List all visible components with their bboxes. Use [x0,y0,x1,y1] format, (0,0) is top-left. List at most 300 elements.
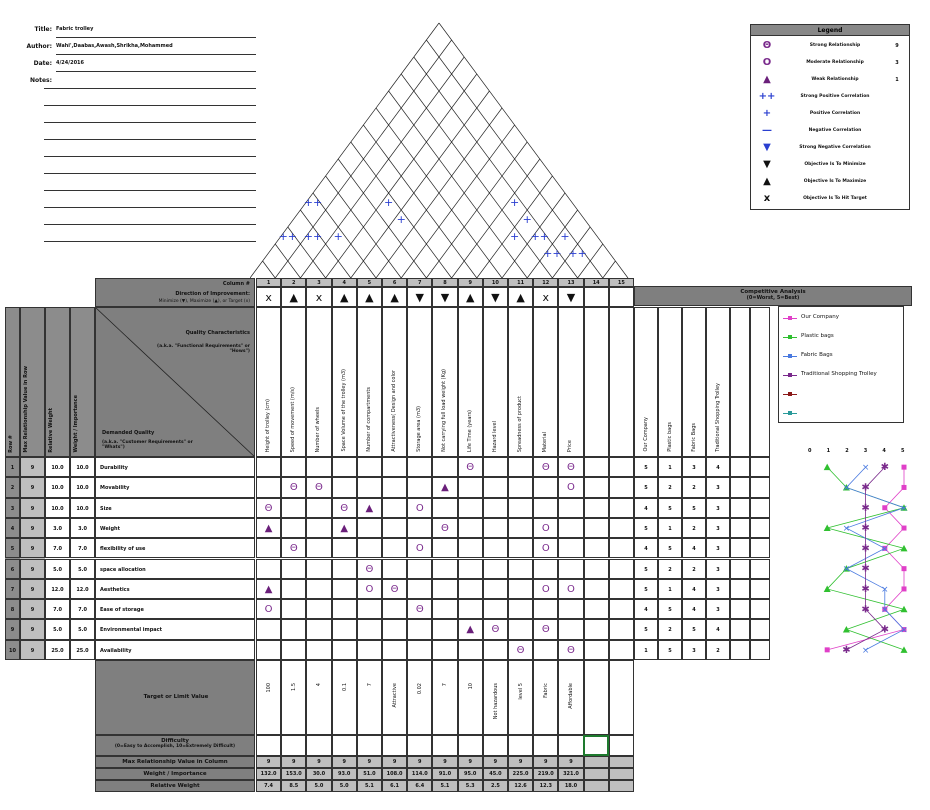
relationship-cell: O [407,538,432,558]
competitive-value: 3 [706,599,730,619]
relationship-cell [508,579,533,599]
direction-cell [584,287,609,307]
difficulty-cell [407,735,432,756]
roof-symbol: + [383,196,394,209]
characteristic-label: Price [567,439,574,452]
competitive-value: 4 [706,619,730,639]
competitive-value: 4 [634,599,658,619]
notes-line [44,207,256,208]
chart-legend-label: Traditional Shopping Trolley [801,371,877,377]
relationship-cell [357,518,382,538]
target-value-cell [508,660,533,735]
relationship-cell [432,559,457,579]
difficulty-cell [483,735,508,756]
relationship-cell: Θ [432,518,457,538]
competitive-value: 5 [634,518,658,538]
competitive-empty [750,538,770,558]
summary-value [584,768,609,780]
row-max-relationship: 9 [20,457,45,477]
relationship-cell [609,477,634,497]
characteristic-label: Height of trolley (cm) [265,398,271,452]
relationship-cell [332,559,357,579]
characteristic-header [332,307,357,457]
competitive-empty [750,457,770,477]
relationship-cell [281,498,306,518]
relationship-cell [458,538,483,558]
axis-tick-label: 1 [826,448,831,454]
roof-line [401,125,514,278]
summary-value: 9 [382,756,407,768]
summary-value: 95.0 [458,768,483,780]
selected-cell[interactable] [583,735,609,756]
summary-value: 9 [306,756,331,768]
demanded-quality-name: Durability [95,457,255,477]
relationship-cell [281,579,306,599]
relationship-cell: Θ [281,538,306,558]
relationship-cell: ▲ [256,579,281,599]
relationship-cell [508,477,533,497]
roof-symbol: + [560,230,570,243]
notes-line [44,241,256,242]
summary-value [584,780,609,792]
competitive-empty [750,559,770,579]
direction-cell: ▲ [458,287,483,307]
legend-row [751,191,909,207]
legend-symbol: ▼ [763,159,771,170]
row-number: 8 [5,599,20,619]
competitive-value: 3 [682,640,706,660]
relationship-cell: Θ [357,559,382,579]
chart-legend-marker [788,392,792,396]
summary-value [609,756,634,768]
roof-line [603,261,616,278]
roof-line [351,91,490,278]
direction-cell: ▲ [508,287,533,307]
relationship-cell [281,559,306,579]
header-underline [56,37,256,38]
column-number: 12 [533,278,558,287]
summary-value: 5.3 [458,780,483,792]
data-point: × [842,564,851,575]
relationship-cell: O [357,579,382,599]
legend-item-name: Strong Relationship [809,43,861,48]
competitive-value: 4 [682,579,706,599]
direction-sub: Minimize (▼), Maximize (▲), or Target (x) [158,299,250,304]
legend-item-name: Weak Relationship [811,77,859,82]
legend-symbol: x [763,193,771,204]
target-value: level 5 [518,683,524,700]
relationship-cell [483,579,508,599]
relationship-cell [483,640,508,660]
roof-line [313,193,376,278]
summary-value: 9 [332,756,357,768]
direction-cell: ▼ [432,287,457,307]
relationship-cell: ▲ [256,518,281,538]
target-value: 7 [366,683,373,687]
competitive-value: 5 [658,599,682,619]
title-value: Fabric trolley [56,26,94,32]
demanded-sub: (a.k.a. "Customer Requirements" or "Whats") [102,440,193,450]
direction-cell: x [306,287,331,307]
header-underline [56,71,256,72]
relationship-cell: O [533,538,558,558]
data-point: ✱ [842,644,851,656]
relationship-cell [609,457,634,477]
column-number: 14 [584,278,609,287]
summary-value: 12.3 [533,780,558,792]
target-value-cell [609,660,634,735]
legend-item-name: Objective Is To Maximize [803,179,867,184]
correlation-roof [250,20,640,285]
row-weight: 25.0 [70,640,95,660]
characteristic-header [508,307,533,457]
relationship-cell: ▲ [357,498,382,518]
row-weight: 5.0 [70,619,95,639]
date-label: Date: [33,60,52,67]
roof-symbol: ++ [278,230,298,243]
chart-legend-item [783,313,901,325]
relationship-cell: O [558,477,583,497]
legend-symbol: Θ [762,40,772,51]
competitive-empty [730,599,750,619]
axis-tick-label: 3 [863,448,868,454]
column-number: 8 [432,278,457,287]
target-value: 10 [467,683,474,690]
demanded-quality-name: Movability [95,477,255,497]
relationship-cell [609,619,634,639]
notes-line [44,190,256,191]
characteristic-header [483,307,508,457]
relationship-cell [306,518,331,538]
relationship-cell [609,599,634,619]
legend-symbol: ++ [758,91,776,102]
characteristic-header [382,307,407,457]
chart-legend-marker [788,354,792,358]
column-header-label-block [95,278,255,307]
row-number: 2 [5,477,20,497]
direction-cell [609,287,634,307]
axis-tick-label: 4 [882,448,886,454]
competitive-empty [750,599,770,619]
relationship-cell [407,579,432,599]
row-max-relationship: 9 [20,640,45,660]
relationship-cell: Θ [533,619,558,639]
legend-row [751,123,909,139]
summary-value: 93.0 [332,768,357,780]
target-value-cell [432,660,457,735]
side-header [20,307,45,457]
relationship-cell [584,599,609,619]
competitor-header-empty [730,307,750,457]
data-point: × [881,605,889,616]
summary-value: 9 [458,756,483,768]
roof-line [338,159,426,278]
difficulty-cell [533,735,558,756]
row-weight: 5.0 [70,559,95,579]
roof-symbol: ++ [303,196,323,209]
legend-item-name: Negative Correlation [808,128,862,133]
legend-item-name: Strong Positive Correlation [800,94,870,99]
competitive-value: 3 [682,457,706,477]
target-value: Not hazardous [492,683,499,720]
data-point: ✱ [861,543,870,555]
relationship-cell [357,599,382,619]
legend-item-value: 3 [895,60,899,66]
relationship-cell [357,640,382,660]
relationship-cell [407,559,432,579]
summary-value: 321.0 [558,768,583,780]
competitive-value: 2 [706,640,730,660]
relationship-cell [332,477,357,497]
row-relative-weight: 3.0 [45,518,70,538]
header-underline [56,54,256,55]
relationship-cell [382,538,407,558]
characteristic-header [558,307,583,457]
relationship-cell [332,619,357,639]
relationship-cell [609,640,634,660]
relationship-cell [432,599,457,619]
relationship-cell [584,477,609,497]
notes-line [44,139,256,140]
difficulty-cell [609,735,634,756]
relationship-cell [508,599,533,619]
row-weight: 12.0 [70,579,95,599]
side-header-label: Max Relationship Value in Row [23,366,29,453]
summary-value: 5.1 [432,780,457,792]
data-point [902,485,907,490]
summary-value: 9 [558,756,583,768]
relationship-cell [508,518,533,538]
relationship-cell: Θ [407,599,432,619]
chart-legend-label: Our Company [801,314,839,320]
competitive-value: 4 [634,498,658,518]
column-number: 9 [458,278,483,287]
legend-item-name: Objective Is To Hit Target [803,196,867,201]
legend-row [751,140,909,156]
relationship-cell [382,518,407,538]
difficulty-label-cell [95,735,255,756]
legend-symbol: ▼ [763,142,771,153]
row-max-relationship: 9 [20,579,45,599]
target-value: 0.1 [341,683,348,691]
roof-symbol: + [333,230,343,243]
competitive-value: 2 [682,477,706,497]
competitive-value: 5 [658,498,682,518]
relationship-cell: Θ [558,457,583,477]
legend-row [751,38,909,54]
relationship-cell [281,640,306,660]
roof-line [300,57,464,278]
relationship-cell [508,538,533,558]
row-max-relationship: 9 [20,538,45,558]
relationship-cell [306,457,331,477]
competitive-empty [730,477,750,497]
column-number: 6 [382,278,407,287]
roof-symbol: + [509,196,520,209]
row-relative-weight: 10.0 [45,498,70,518]
relationship-cell [407,619,432,639]
competitive-value: 5 [682,498,706,518]
target-value-cell [558,660,583,735]
characteristic-label: Number of wheels [315,406,322,452]
data-point [824,464,831,471]
row-number: 9 [5,619,20,639]
row-relative-weight: 12.0 [45,579,70,599]
row-weight: 10.0 [70,457,95,477]
column-number: 10 [483,278,508,287]
relationship-cell [584,518,609,538]
summary-value: 45.0 [483,768,508,780]
relationship-cell [306,559,331,579]
row-weight: 7.0 [70,599,95,619]
competitive-value: 5 [658,538,682,558]
competitive-value: 4 [706,457,730,477]
legend-row [751,55,909,71]
relationship-cell [584,457,609,477]
difficulty-cell [508,735,533,756]
competitive-empty [730,498,750,518]
chart-legend [778,306,904,423]
competitive-empty [730,640,750,660]
summary-value: 12.6 [508,780,533,792]
relationship-cell [584,579,609,599]
relationship-cell [458,559,483,579]
quality-corner-block [95,307,255,457]
summary-value: 9 [357,756,382,768]
data-point: ✱ [861,523,870,535]
side-header [70,307,95,457]
characteristic-header [407,307,432,457]
row-number: 7 [5,579,20,599]
chart-legend-label: Plastic bags [801,333,834,339]
notes-line [44,173,256,174]
relationship-cell [584,640,609,660]
competitive-value: 4 [634,538,658,558]
relationship-cell [458,498,483,518]
legend-box [750,24,910,210]
competitive-value: 1 [634,640,658,660]
legend-row [751,157,909,173]
relationship-cell [432,640,457,660]
chart-legend-marker [788,373,792,377]
relationship-cell [306,640,331,660]
chart-legend-item [783,370,901,382]
notes-label: Notes: [29,77,52,84]
roof-symbol: + [509,230,520,243]
characteristic-header [281,307,306,457]
relationship-cell [458,640,483,660]
relationship-cell: O [533,579,558,599]
competitive-value: 2 [682,518,706,538]
competitive-empty [730,619,750,639]
roof-symbol: ++ [568,247,587,260]
legend-symbol: ▲ [763,176,771,187]
direction-cell: ▲ [332,287,357,307]
demanded-quality-name: Ease of storage [95,599,255,619]
direction-cell: ▼ [483,287,508,307]
notes-line [44,88,256,89]
data-point [902,566,907,571]
characteristic-header [256,307,281,457]
legend-item-value: 9 [895,43,899,49]
relationship-cell [256,477,281,497]
column-number: 4 [332,278,357,287]
side-header [5,307,20,457]
relationship-cell [357,619,382,639]
relationship-cell: ▲ [432,477,457,497]
relationship-cell [432,457,457,477]
relationship-cell [382,477,407,497]
difficulty-cell [332,735,357,756]
competitive-empty [750,579,770,599]
competitive-value: 5 [682,619,706,639]
relationship-cell [533,498,558,518]
relationship-cell [483,538,508,558]
data-point [902,526,907,531]
data-point: ✱ [861,502,870,514]
summary-value: 9 [256,756,281,768]
relationship-cell: ▲ [332,518,357,538]
characteristic-label: Number of compartments [365,387,372,452]
row-number: 1 [5,457,20,477]
summary-value: 18.0 [558,780,583,792]
relationship-cell [332,538,357,558]
competitive-header [634,286,912,306]
relationship-cell: Θ [256,498,281,518]
competitive-title: Competitive Analysis [740,289,806,295]
data-point: × [900,503,908,514]
target-value: Affordable [568,683,575,709]
relationship-cell [407,477,432,497]
relationship-cell: Θ [483,619,508,639]
summary-value: 6.1 [382,780,407,792]
competitor-header-empty [750,307,770,457]
data-point [902,465,907,470]
target-value-cell [281,660,306,735]
target-value: 0.02 [417,683,424,695]
row-weight: 10.0 [70,498,95,518]
relationship-cell: ▲ [458,619,483,639]
difficulty-sub: (0=Easy to Accomplish, 10=Extremely Difficult) [114,744,236,749]
row-number: 6 [5,559,20,579]
characteristic-header [432,307,457,457]
characteristics-title: Quality Characteristics [185,330,250,336]
summary-value [609,768,634,780]
relationship-cell: O [256,599,281,619]
relationship-cell [332,640,357,660]
competitive-empty [730,457,750,477]
row-number: 4 [5,518,20,538]
notes-line [44,122,256,123]
relationship-cell [458,477,483,497]
characteristic-label: Material [542,431,549,452]
data-point: ✱ [880,624,889,636]
roof-symbol: + [522,213,532,226]
competitor-label: Plastic bags [667,422,673,452]
relationship-cell [458,579,483,599]
competitive-value: 3 [706,518,730,538]
relationship-cell [609,498,634,518]
relationship-cell [458,518,483,538]
row-relative-weight: 5.0 [45,559,70,579]
relationship-cell [483,498,508,518]
target-value-cell [357,660,382,735]
row-relative-weight: 10.0 [45,477,70,497]
relationship-cell [256,538,281,558]
relationship-cell [584,498,609,518]
relationship-cell [306,579,331,599]
summary-label: Weight / Importance [95,768,255,780]
